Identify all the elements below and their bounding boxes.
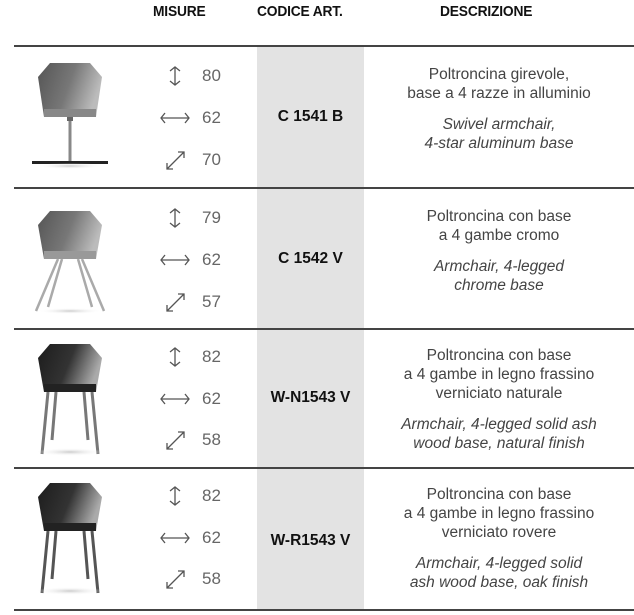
- dim-width: 62: [160, 389, 230, 409]
- description: Poltroncina girevole, base a 4 razze in alluminio Swivel armchair, 4-star aluminum base: [407, 66, 591, 152]
- vertical-arrow-icon: [160, 347, 190, 367]
- table-row: [0, 189, 634, 328]
- dim-height: 82: [160, 486, 230, 506]
- horizontal-arrow-icon: [160, 108, 190, 128]
- product-code: C 1542 V: [278, 250, 343, 267]
- header-descrizione: DESCRIZIONE: [440, 3, 533, 20]
- product-code: C 1541 B: [277, 108, 344, 125]
- product-code: W-N1543 V: [270, 389, 351, 406]
- diagonal-arrow-icon: [160, 150, 190, 170]
- horizontal-arrow-icon: [160, 389, 190, 409]
- diagonal-arrow-icon: [160, 292, 190, 312]
- dim-depth: 70: [160, 150, 230, 170]
- table-row: [0, 330, 634, 467]
- dim-width: 62: [160, 108, 230, 128]
- description: Poltroncina con base a 4 gambe cromo Armchair, 4-legged chrome base: [426, 208, 572, 294]
- description: Poltroncina con base a 4 gambe in legno frassino verniciato naturale Armchair, 4-legged solid ash wood base, natural finish: [401, 347, 597, 452]
- table-row: [0, 47, 634, 187]
- chair-wood-natural-image: [30, 340, 110, 460]
- dim-depth: 58: [160, 430, 230, 450]
- diagonal-arrow-icon: [160, 430, 190, 450]
- dim-height: 82: [160, 347, 230, 367]
- header-codice: CODICE ART.: [257, 3, 343, 20]
- dim-width: 62: [160, 250, 230, 270]
- vertical-arrow-icon: [160, 486, 190, 506]
- product-code: W-R1543 V: [270, 532, 351, 549]
- horizontal-arrow-icon: [160, 528, 190, 548]
- dim-width: 62: [160, 528, 230, 548]
- dim-height: 80: [160, 66, 230, 86]
- dim-depth: 58: [160, 569, 230, 589]
- chair-chrome-image: [30, 207, 110, 319]
- diagonal-arrow-icon: [160, 569, 190, 589]
- chair-swivel-image: [30, 59, 110, 171]
- description: Poltroncina con base a 4 gambe in legno frassino verniciato rovere Armchair, 4-legged solid ash wood base, oak finish: [403, 486, 595, 591]
- dim-height: 79: [160, 208, 230, 228]
- chair-wood-oak-image: [30, 479, 110, 599]
- horizontal-arrow-icon: [160, 250, 190, 270]
- header-misure: MISURE: [153, 3, 206, 20]
- table-row: [0, 469, 634, 609]
- divider: [14, 609, 634, 611]
- vertical-arrow-icon: [160, 66, 190, 86]
- dim-depth: 57: [160, 292, 230, 312]
- vertical-arrow-icon: [160, 208, 190, 228]
- table-header: [0, 0, 634, 46]
